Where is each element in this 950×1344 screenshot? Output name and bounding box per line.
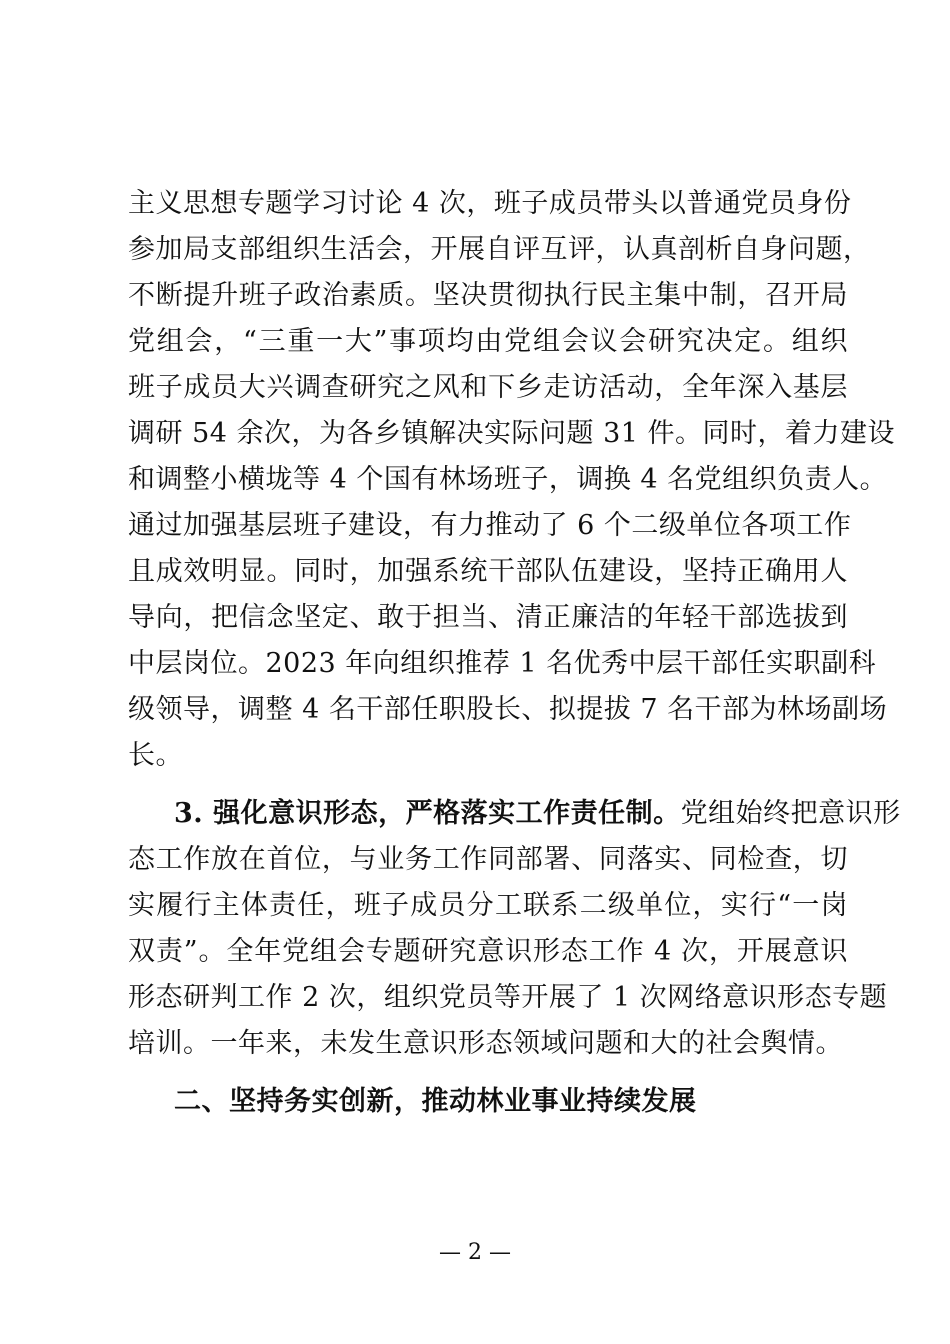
paragraph-line: 中层岗位。2023 年向组织推荐 1 名优秀中层干部任实职副科 [128, 648, 877, 679]
paragraph-line: 调研 54 余次，为各乡镇解决实际问题 31 件。同时，着力建设 [128, 418, 896, 449]
paragraph-line: 形态研判工作 2 次，组织党员等开展了 1 次网络意识形态专题 [128, 982, 888, 1013]
paragraph-line: 且成效明显。同时，加强系统干部队伍建设，坚持正确用人 [128, 556, 848, 587]
paragraph-line: 导向，把信念坚定、敢于担当、清正廉洁的年轻干部选拔到 [128, 602, 848, 633]
paragraph-line: 培训。一年来，未发生意识形态领域问题和大的社会舆情。 [128, 1028, 843, 1059]
paragraph-bold-lead: 3. 强化意识形态，严格落实工作责任制。 [174, 798, 681, 829]
paragraph-gap [128, 1067, 848, 1079]
paragraph-line: 和调整小横垅等 4 个国有林场班子，调换 4 名党组织负责人。 [128, 464, 888, 495]
paragraph-line: 长。 [128, 740, 183, 771]
paragraph-line: 班子成员大兴调查研究之风和下乡走访活动，全年深入基层 [128, 372, 848, 403]
document-body [128, 181, 901, 1125]
paragraph-line: 双责”。全年党组会专题研究意识形态工作 4 次，开展意识 [128, 936, 848, 967]
paragraph-ideology [128, 791, 901, 1067]
paragraph-line: 主义思想专题学习讨论 4 次，班子成员带头以普通党员身份 [128, 188, 852, 219]
section-heading: 二、坚持务实创新，推动林业事业持续发展 [174, 1086, 697, 1117]
paragraph-party-building [128, 181, 896, 779]
paragraph-line: 党组会，“三重一大”事项均由党组会议会研究决定。组织 [128, 326, 848, 357]
paragraph-line: 级领导，调整 4 名干部任职股长、拟提拔 7 名干部为林场副场 [128, 694, 888, 725]
paragraph-line: 参加局支部组织生活会，开展自评互评，认真剖析自身问题， [128, 234, 871, 265]
paragraph-first-line [128, 791, 901, 837]
paragraph-line: 不断提升班子政治素质。坚决贯彻执行民主集中制，召开局 [128, 280, 848, 311]
paragraph-line: 态工作放在首位，与业务工作同部署、同落实、同检查，切 [128, 844, 848, 875]
paragraph-gap [128, 779, 848, 791]
paragraph-first-line-text: 党组始终把意识形 [680, 798, 901, 829]
paragraph-line: 实履行主体责任，班子成员分工联系二级单位，实行“一岗 [128, 890, 848, 921]
page-number: — 2 — [439, 1240, 511, 1265]
paragraph-line: 通过加强基层班子建设，有力推动了 6 个二级单位各项工作 [128, 510, 852, 541]
